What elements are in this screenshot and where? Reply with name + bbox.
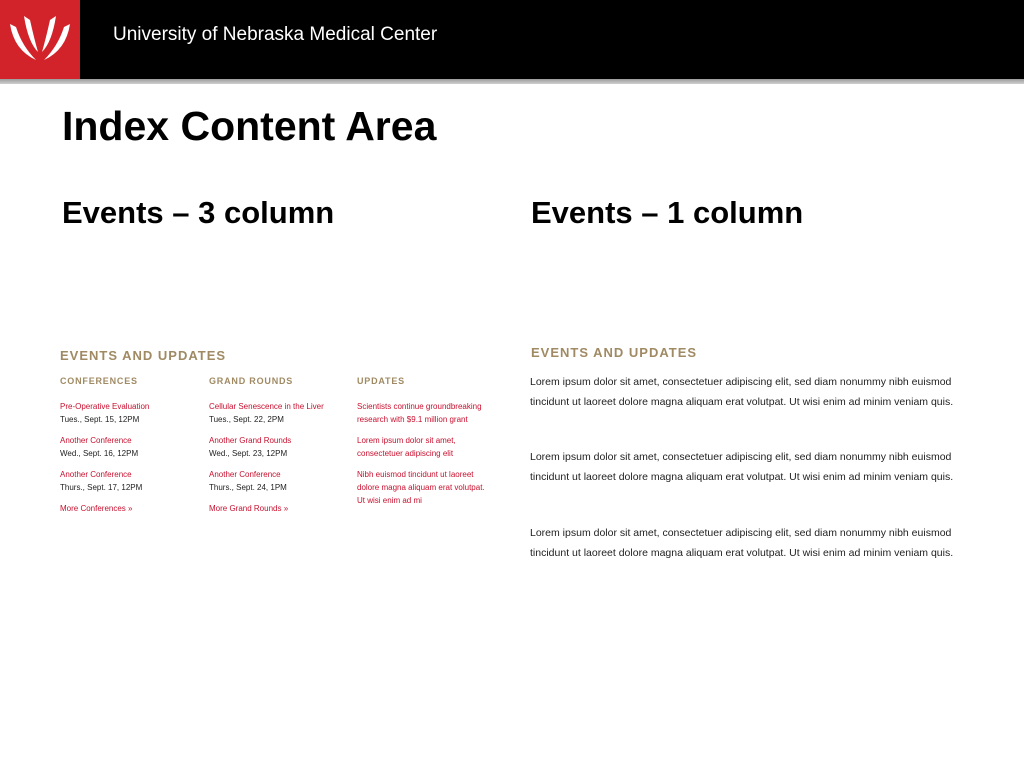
- event-link[interactable]: Pre-Operative Evaluation: [60, 402, 150, 411]
- event-link[interactable]: Another Grand Rounds: [209, 436, 292, 445]
- one-col-panel-title: EVENTS AND UPDATES: [531, 345, 698, 360]
- grand-rounds-list: [209, 400, 359, 515]
- list-item: [209, 434, 359, 460]
- event-date: Tues., Sept. 15, 12PM: [60, 415, 140, 424]
- event-date: Wed., Sept. 16, 12PM: [60, 449, 139, 458]
- event-date: Tues., Sept. 22, 2PM: [209, 415, 284, 424]
- update-link[interactable]: Nibh euismod tincidunt ut laoreet dolore magna aliquam erat volutpat. Ut wisi enim ad mi: [357, 470, 485, 505]
- three-col-panel-title: EVENTS AND UPDATES: [60, 348, 227, 363]
- conferences-heading: CONFERENCES: [60, 376, 138, 386]
- list-item: [60, 400, 210, 426]
- org-name: University of Nebraska Medical Center: [113, 24, 438, 45]
- updates-list: [357, 400, 492, 515]
- list-item: [60, 468, 210, 494]
- event-paragraph: Lorem ipsum dolor sit amet, consectetuer adipiscing elit, sed diam nonummy nibh euismod tincidunt ut laoreet dolore magna aliquam erat volutpat. Ut wisi enim ad minim veniam quis.: [530, 527, 954, 559]
- event-link[interactable]: Another Conference: [60, 470, 132, 479]
- list-item: [209, 468, 359, 494]
- update-link[interactable]: Scientists continue groundbreaking research with $9.1 million grant: [357, 402, 482, 424]
- event-link[interactable]: Cellular Senescence in the Liver: [209, 402, 324, 411]
- list-item: [209, 400, 359, 426]
- updates-heading: UPDATES: [357, 376, 405, 386]
- event-date: Wed., Sept. 23, 12PM: [209, 449, 288, 458]
- one-column-heading: Events – 1 column: [531, 195, 804, 230]
- conferences-list: [60, 400, 210, 515]
- update-link[interactable]: Lorem ipsum dolor sit amet, consectetuer adipiscing elit: [357, 436, 456, 458]
- event-link[interactable]: Another Conference: [209, 470, 281, 479]
- grand-rounds-heading: GRAND ROUNDS: [209, 376, 294, 386]
- event-paragraph: Lorem ipsum dolor sit amet, consectetuer adipiscing elit, sed diam nonummy nibh euismod tincidunt ut laoreet dolore magna aliquam erat volutpat. Ut wisi enim ad minim veniam quis.: [530, 451, 954, 483]
- more-conferences-link[interactable]: More Conferences »: [60, 504, 133, 513]
- header-bar: [0, 0, 1024, 79]
- list-item: [60, 434, 210, 460]
- header-divider: [0, 79, 1024, 84]
- unmc-logo-icon: [0, 0, 80, 79]
- event-date: Thurs., Sept. 24, 1PM: [209, 483, 287, 492]
- event-link[interactable]: Another Conference: [60, 436, 132, 445]
- event-paragraph: Lorem ipsum dolor sit amet, consectetuer adipiscing elit, sed diam nonummy nibh euismod tincidunt ut laoreet dolore magna aliquam erat volutpat. Ut wisi enim ad minim veniam quis.: [530, 376, 954, 408]
- slide-title: Index Content Area: [62, 103, 437, 149]
- three-column-heading: Events – 3 column: [62, 195, 335, 230]
- event-date: Thurs., Sept. 17, 12PM: [60, 483, 143, 492]
- more-grand-rounds-link[interactable]: More Grand Rounds »: [209, 504, 289, 513]
